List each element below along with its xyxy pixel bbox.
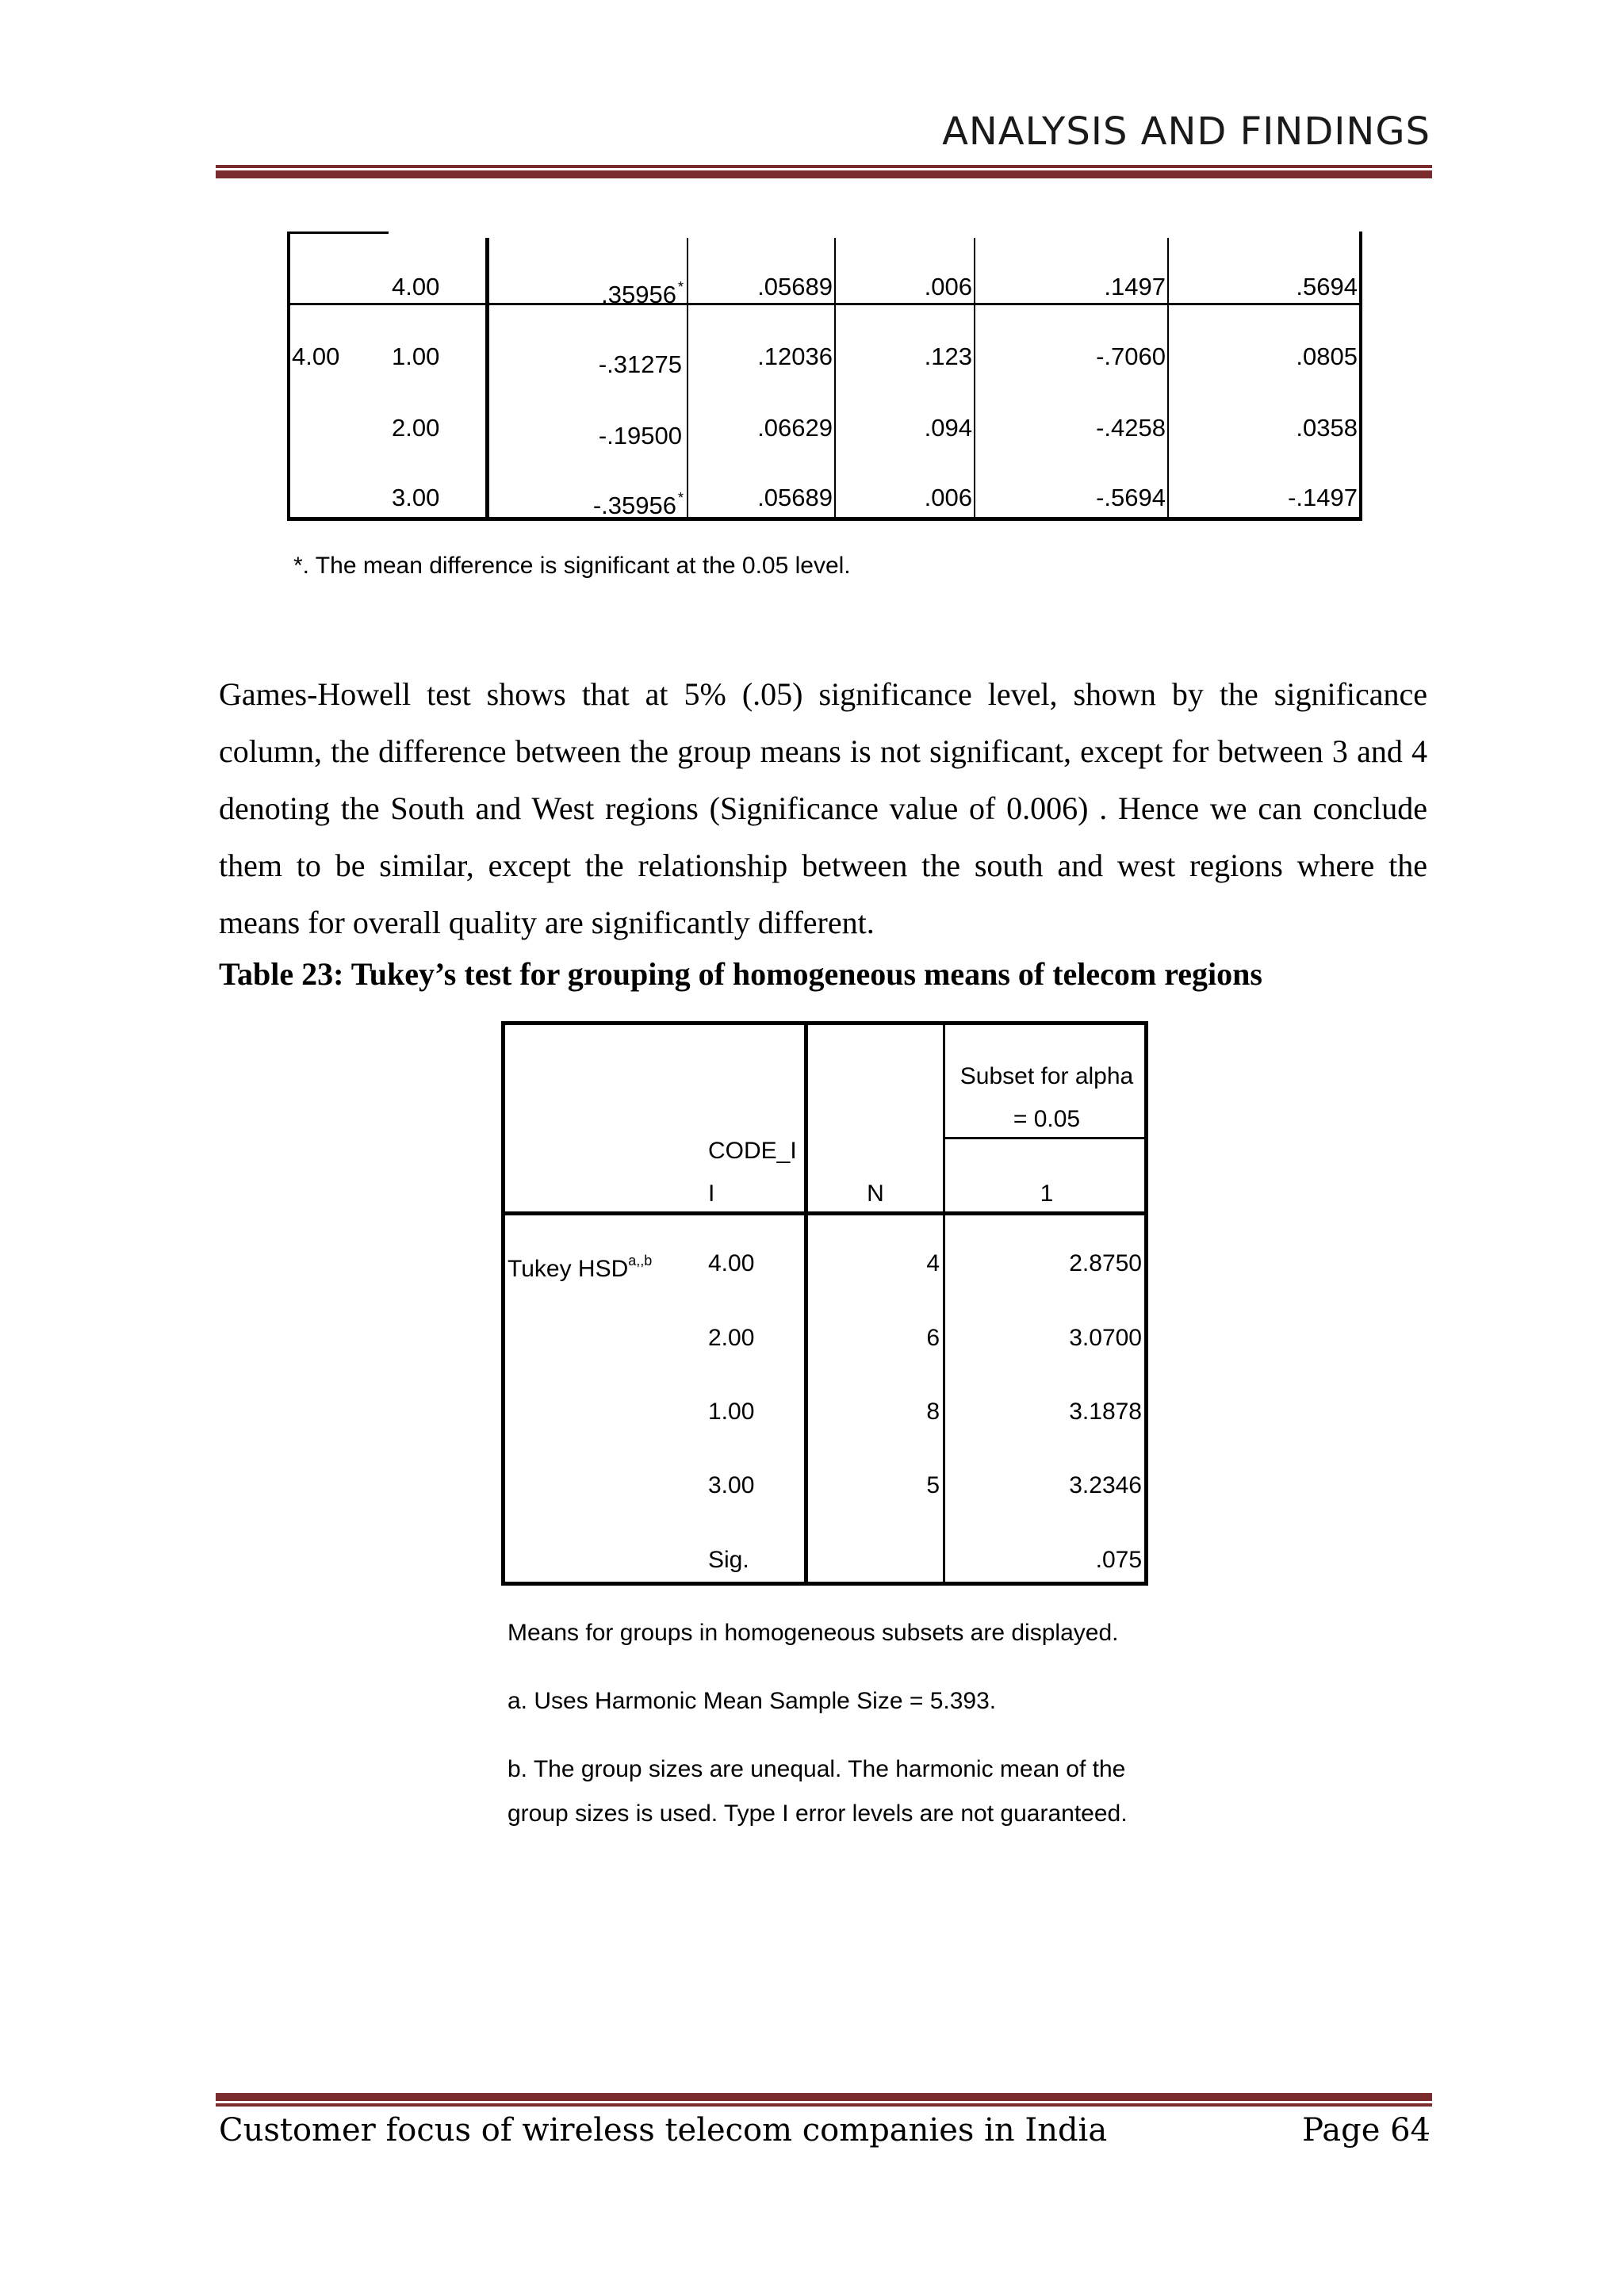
- table-cell-value: 3.2346: [1069, 1472, 1142, 1498]
- table-note: b. The group sizes are unequal. The harmonic mean of the group sizes is used. Type I error levels are not guaranteed.: [508, 1756, 1128, 1827]
- table-cell-sig: .094: [924, 414, 972, 442]
- table-cell-n: 6: [926, 1325, 940, 1351]
- table-bottom-border: [287, 517, 1362, 521]
- table-cell-std-error: .05689: [757, 273, 833, 300]
- table-cell-sig: .006: [924, 273, 972, 300]
- table-cell-lower: -.4258: [1096, 414, 1166, 442]
- table-cell-n: 5: [926, 1472, 940, 1498]
- table-left-border: [287, 232, 290, 521]
- table-cell-value: 3.1878: [1069, 1399, 1142, 1425]
- table-note: a. Uses Harmonic Mean Sample Size = 5.393.: [508, 1688, 997, 1714]
- table-cell-value: 2.8750: [1069, 1250, 1142, 1276]
- table-cell-n: [808, 1544, 940, 1576]
- n-header: N: [867, 1181, 884, 1207]
- table-cell-code: 1.00: [708, 1399, 755, 1425]
- table-cell-upper: .5694: [1296, 273, 1358, 300]
- group-separator-line: [287, 303, 1362, 305]
- header-rule-thick: [216, 170, 1432, 178]
- table-cell-group: 4.00: [292, 342, 340, 370]
- table-stub-line: [287, 232, 389, 234]
- table-cell-std-error: .12036: [757, 342, 833, 370]
- table-border-bottom: [501, 1582, 1148, 1586]
- table-cell-n: 8: [926, 1399, 940, 1425]
- table-cell-lower: -.5694: [1096, 484, 1166, 511]
- table-cell-mean-diff: .35956 *: [601, 279, 684, 308]
- table-cell-sig-value: .075: [1095, 1547, 1142, 1573]
- table-border-left: [501, 1021, 505, 1586]
- row-label-tukey-hsd: Tukey $HSD^{a,,b}$: [508, 1253, 653, 1282]
- subset-header: Subset for alpha: [959, 1063, 1134, 1089]
- table-cell-mean-diff: -.19500: [598, 422, 682, 450]
- code-header-cont: I: [708, 1181, 715, 1207]
- table-cell-value: 3.0700: [1069, 1325, 1142, 1351]
- table-footnote: *. The mean difference is significant at the 0.05 level.: [293, 553, 851, 579]
- table-cell-code: 2.00: [708, 1325, 755, 1351]
- alpha-header: = 0.05: [1013, 1106, 1081, 1132]
- table-cell-sig: .123: [924, 342, 972, 370]
- table-cell-std-error: .05689: [757, 484, 833, 511]
- table-cell-mean-diff: -.31275: [598, 350, 682, 378]
- table-caption: Table 23: Tukey’s test for grouping of homogeneous means of telecom regions: [219, 956, 1262, 992]
- tukey-table: [501, 1021, 1148, 1586]
- subset-header-line: [945, 1137, 1148, 1139]
- table-cell-code: 1.00: [392, 342, 440, 370]
- table-cell-std-error: .06629: [757, 414, 833, 442]
- footer-rule-thick: [216, 2093, 1432, 2101]
- table-cell-mean-diff: -.35956 *: [592, 490, 684, 519]
- table-right-border: [1359, 232, 1362, 521]
- running-header: ANALYSIS AND FINDINGS: [942, 109, 1431, 154]
- table-note: Means for groups in homogeneous subsets are displayed.: [508, 1620, 1119, 1646]
- table-cell-upper: -.1497: [1288, 484, 1358, 511]
- table-cell-code: 4.00: [392, 273, 440, 300]
- table-cell-code: 4.00: [708, 1250, 755, 1276]
- table-border-top: [501, 1021, 1148, 1025]
- table-cell-upper: .0805: [1296, 342, 1358, 370]
- table-cell-lower: -.7060: [1096, 342, 1166, 370]
- header-rule-thin: [216, 165, 1432, 168]
- header-bottom-line: [501, 1211, 1148, 1215]
- code-header: CODE_I: [708, 1138, 797, 1164]
- footer-title: Customer focus of wireless telecom companies in India: [219, 2112, 1108, 2149]
- subset-column-header: 1: [1040, 1181, 1054, 1207]
- table-cell-code: 2.00: [392, 414, 440, 442]
- table-cell-n: 4: [926, 1250, 940, 1276]
- table-cell-sig: .006: [924, 484, 972, 511]
- footer-rule-thin: [216, 2103, 1432, 2107]
- table-cell-code: 3.00: [392, 484, 440, 511]
- page-number: Page 64: [1302, 2112, 1431, 2149]
- table-cell-code: 3.00: [708, 1472, 755, 1498]
- table-cell-upper: .0358: [1296, 414, 1358, 442]
- table-cell-lower: .1497: [1104, 273, 1166, 300]
- body-paragraph: Games-Howell test shows that at 5% (.05) significance level, shown by the significance column, the difference between the group means is not significant, except for between 3 and 4 denoting the South and West regions (Significance value of 0.006) . Hence we can conclude them to be similar, except the relationship between the south and west regions where the means for overall quality are significantly different.: [219, 676, 1427, 940]
- table-cell-sig-label: Sig.: [708, 1547, 749, 1573]
